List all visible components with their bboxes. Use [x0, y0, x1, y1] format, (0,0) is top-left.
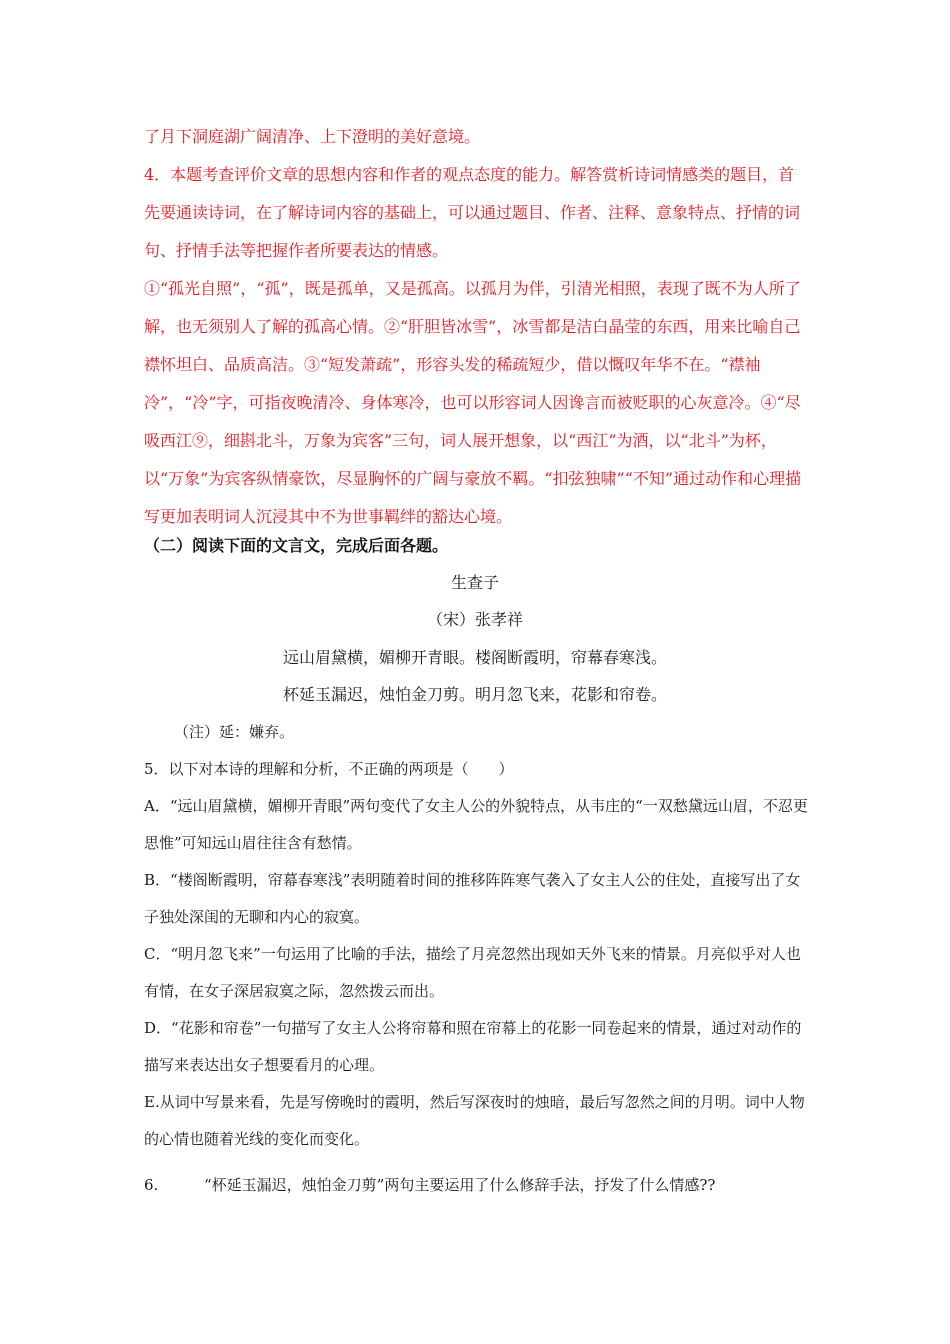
question-5-option-a[interactable]: A．“远山眉黛横，媚柳开青眼”两句变代了女主人公的外貌特点，从韦庄的“一双愁黛远山眉，不忍更思惟”可知远山眉往往含有愁情。	[144, 797, 808, 852]
question-5-option-b[interactable]: B．“楼阁断霞明，帘幕春寒浅”表明随着时间的推移阵阵寒气袭入了女主人公的住处，直接写出了女子独处深闺的无聊和内心的寂寞。	[144, 871, 801, 926]
poem-note: （注）延：嫌弃。	[174, 723, 295, 741]
poem-title: 生查子	[450, 573, 499, 592]
question-5	[144, 751, 809, 1158]
poem-line-1: 远山眉黛横，媚柳开青眼。楼阁断霞明，帘幕春寒浅。	[282, 648, 667, 667]
section-heading: （二）阅读下面的文言文，完成后面各题。	[144, 536, 449, 555]
question-6-text: “杯延玉漏迟，烛怕金刀剪”两句主要运用了什么修辞手法，抒发了什么情感??	[204, 1176, 716, 1194]
question-5-stem: 5．以下对本诗的理解和分析，不正确的两项是（ ）	[144, 760, 514, 778]
answer-q4-detail: ①“孤光自照”，“孤”，既是孤单，又是孤高。以孤月为伴，引清光相照，表现了既不为人所了解，也无须别人了解的孤高心情。②“肝胆皆冰雪”，冰雪都是洁白晶莹的东西，用来比喻自己襟怀坦白、品质高洁。③“短发萧疏”，形容头发的稀疏短少，借以慨叹年华不在。“襟袖冷”，“冷”字，可指夜晚清冷、身体寒冷，也可以形容词人因谗言而被贬职的心灰意冷。④“尽吸西江⑨，细斟北斗，万象为宾客”三句，词人展开想象，以“西江”为酒，以“北斗”为杯，以“万象”为宾客纵情豪饮，尽显胸怀的广阔与豪放不羁。“扣弦独啸”“不知”通过动作和心理描写更加表明词人沉浸其中不为世事羁绊的豁达心境。	[144, 279, 802, 526]
question-5-option-c[interactable]: C．“明月忽飞来”一句运用了比喻的手法，描绘了月亮忽然出现如天外飞来的情景。月亮似乎对人也有情，在女子深居寂寞之际，忽然拨云而出。	[144, 945, 801, 1000]
question-6-number: 6.	[144, 1176, 159, 1194]
question-5-option-e[interactable]: E.从词中写景来看，先是写傍晚时的霞明，然后写深夜时的烛暗，最后写忽然之间的月明。词中人物的心情也随着光线的变化而变化。	[144, 1093, 805, 1148]
answer-q4-explanation: 4．本题考查评价文章的思想内容和作者的观点态度的能力。解答赏析诗词情感类的题目，首先要通读诗词，在了解诗词内容的基础上，可以通过题目、作者、注释、意象特点、抒情的词句、抒情手法等把握作者所要表达的情感。	[144, 165, 801, 260]
question-6	[144, 1166, 715, 1204]
answer-block	[144, 118, 809, 536]
poem-line-2: 杯延玉漏迟，烛怕金刀剪。明月忽飞来，花影和帘卷。	[282, 685, 667, 704]
answer-intro-line: 了月下洞庭湖广阔清净、上下澄明的美好意境。	[144, 127, 481, 146]
question-5-option-d[interactable]: D．“花影和帘卷”一句描写了女主人公将帘幕和照在帘幕上的花影一同卷起来的情景，通过对动作的描写来表达出女子想要看月的心理。	[144, 1019, 802, 1074]
poem-author: （宋）张孝祥	[426, 610, 523, 629]
